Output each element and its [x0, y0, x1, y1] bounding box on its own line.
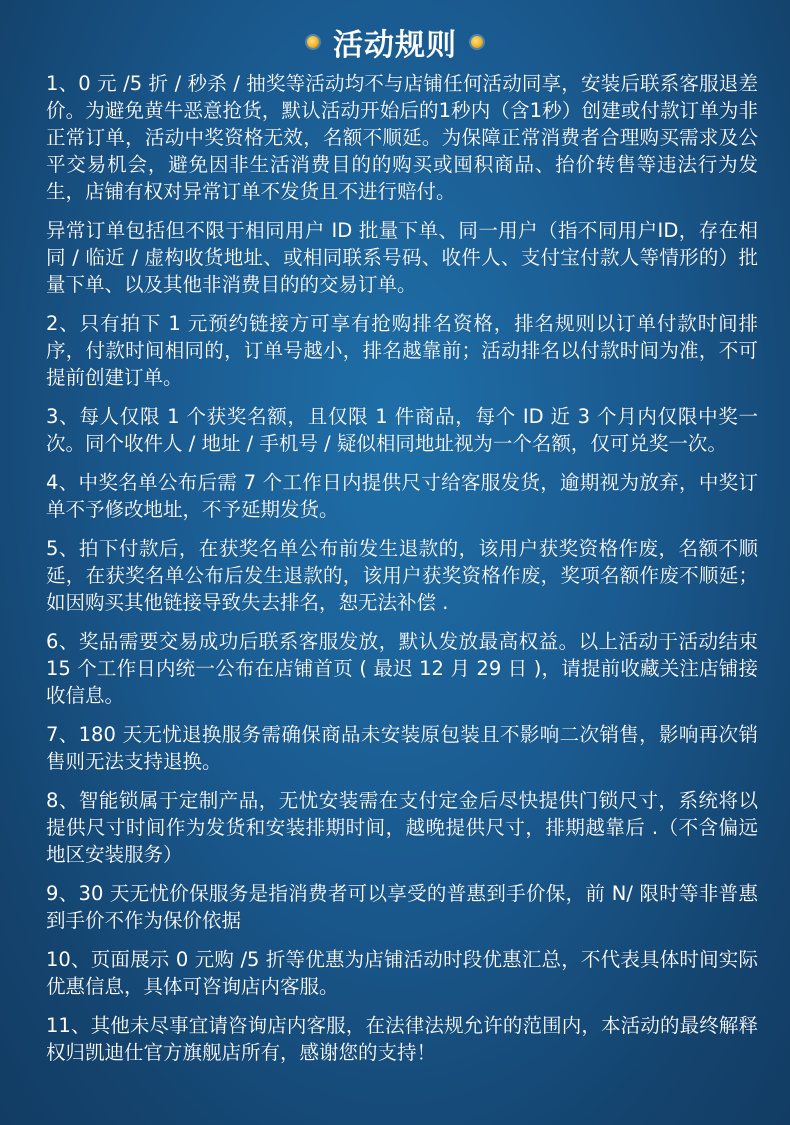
rule-2: 2、只有拍下 1 元预约链接方可享有抢购排名资格，排名规则以订单付款时间排序，付款时间相同的，订单号越小，排名越靠前；活动排名以付款时间为准，不可提前创建订单。: [46, 312, 758, 389]
rules-list: [46, 70, 758, 1078]
rule-7: 7、180 天无忧退换服务需确保商品未安装原包装且不影响二次销售，影响再次销售则无法支持退换。: [46, 723, 758, 773]
page-title: 活动规则: [333, 28, 457, 63]
rule-4: 4、中奖名单公布后需 7 个工作日内提供尺寸给客服发货，逾期视为放弃，中奖订单不予修改地址，不予延期发货。: [46, 471, 758, 521]
rule-10: 10、页面展示 0 元购 /5 折等优惠为店铺活动时段优惠汇总，不代表具体时间实际优惠信息，具体可咨询店内客服。: [46, 948, 758, 998]
right-dot-icon: [471, 36, 483, 48]
rule-6: 6、奖品需要交易成功后联系客服发放，默认发放最高权益。以上活动于活动结束 15 个工作日内统一公布在店铺首页 ( 最迟 12 月 29 日 )，请提前收藏关注店铺接收信息。: [46, 630, 758, 707]
left-dot-icon: [307, 36, 319, 48]
rule-5: 5、拍下付款后，在获奖名单公布前发生退款的，该用户获奖资格作废，名额不顺延，在获奖名单公布后发生退款的，该用户获奖资格作废，奖项名额作废不顺延；如因购买其他链接导致失去排名，恕无法补偿 .: [46, 537, 758, 614]
rule-abnormal-orders: 异常订单包括但不限于相同用户 ID 批量下单、同一用户（指不同用户ID，存在相同 / 临近 / 虚构收货地址、或相同联系号码、收件人、支付宝付款人等情形的）批量下单、以及其他非消费目的的交易订单。: [46, 219, 758, 296]
rule-11: 11、其他未尽事宜请咨询店内客服，在法律法规允许的范围内，本活动的最终解释权归凯迪仕官方旗舰店所有，感谢您的支持！: [46, 1014, 758, 1064]
rule-9: 9、30 天无忧价保服务是指消费者可以享受的普惠到手价保，前 N/ 限时等非普惠到手价不作为保价依据: [46, 882, 758, 932]
rule-1: 1、0 元 /5 折 / 秒杀 / 抽奖等活动均不与店铺任何活动同享，安装后联系客服退差价。为避免黄牛恶意抢货，默认活动开始后的1秒内（含1秒）创建或付款订单为非正常订单，活动中奖资格无效，名额不顺延。为保障正常消费者合理购买需求及公平交易机会，避免因非生活消费目的的购买或囤积商品、抬价转售等违法行为发生，店铺有权对异常订单不发货且不进行赔付。: [46, 72, 758, 203]
header: [0, 18, 790, 66]
rule-8: 8、智能锁属于定制产品，无忧安装需在支付定金后尽快提供门锁尺寸，系统将以提供尺寸时间作为发货和安装排期时间，越晚提供尺寸，排期越靠后 .（不含偏远地区安装服务）: [46, 789, 758, 866]
rule-3: 3、每人仅限 1 个获奖名额，且仅限 1 件商品，每个 ID 近 3 个月内仅限中奖一次。同个收件人 / 地址 / 手机号 / 疑似相同地址视为一个名额，仅可兑奖一次。: [46, 405, 758, 455]
